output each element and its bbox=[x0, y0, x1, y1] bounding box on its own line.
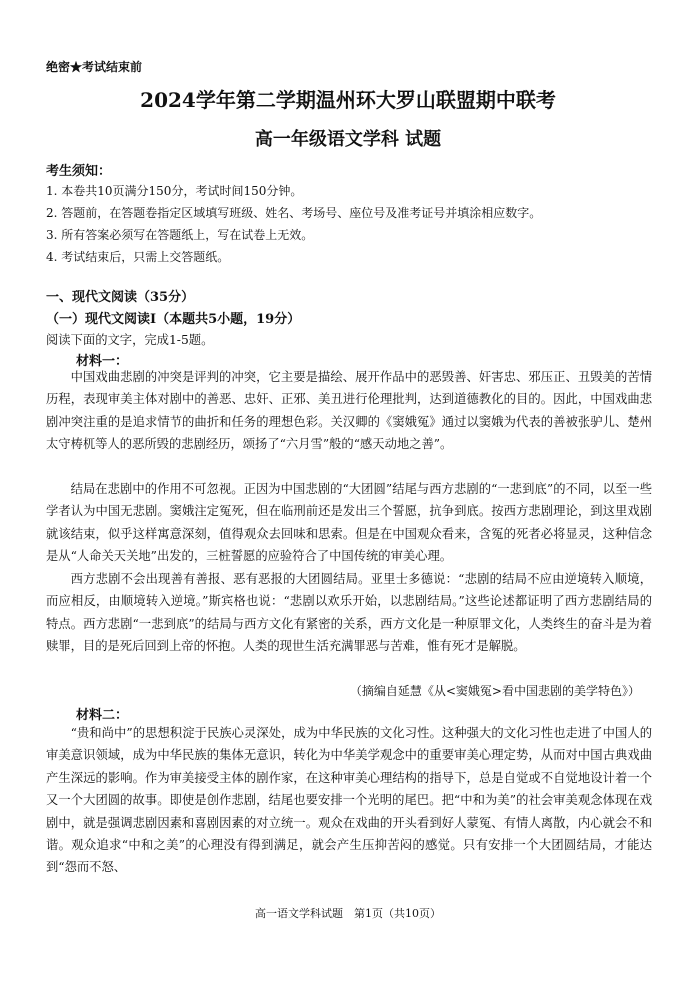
notice-item: 1. 本卷共10页满分150分，考试时间150分钟。 bbox=[46, 184, 303, 198]
material-source: （摘编自延慧《从<窦娥冤>看中国悲剧的美学特色》） bbox=[349, 684, 640, 698]
reading-instruction: 阅读下面的文字，完成1-5题。 bbox=[46, 333, 214, 347]
material-paragraph: 结局在悲剧中的作用不可忽视。正因为中国悲剧的“大团圆”结尾与西方悲剧的“一悲到底”的不同，以至一些学者认为中国无悲剧。窦娥注定冤死，但在临刑前还是发出三个誓愿，抗争到底。按西方悲剧理论，到这里戏剧就该结束，似乎这样寓意深刻，值得观众去回味和思索。但是在中国观众看来，含冤的死者必将显灵，这种信念是从“人命关天关地”出发的，三桩誓愿的应验符合了中国传统的审美心理。 bbox=[46, 482, 652, 564]
notice-item: 3. 所有答案必须写在答题纸上，写在试卷上无效。 bbox=[46, 228, 314, 242]
notice-item: 4. 考试结束后，只需上交答题纸。 bbox=[46, 250, 230, 264]
material-paragraph: “贵和尚中”的思想积淀于民族心灵深处，成为中华民族的文化习性。这种强大的文化习性也走进了中国人的审美意识领域，成为中华民族的集体无意识，转化为中华美学观念中的重要审美心理定势，从而对中国古典戏曲产生深远的影响。作为审美接受主体的剧作家，在这种审美心理结构的指导下，总是自觉或不自觉地设计着一个又一个大团圆的故事。即使是创作悲剧，结尾也要安排一个光明的尾巴。把“中和为美”的社会审美观念体现在戏剧中，就是强调悲剧因素和喜剧因素的对立统一。观众在戏曲的开头看到好人蒙冤、有情人离散，内心就会不和谐。观众追求“中和之美”的心理没有得到满足，就会产生压抑苦闷的感觉。只有安排一个大团圆结局，才能达到“怨而不怒、 bbox=[46, 726, 652, 875]
exam-subtitle: 高一年级语文学科 试题 bbox=[254, 129, 442, 150]
notice-title: 考生须知： bbox=[46, 164, 112, 179]
material-paragraph: 中国戏曲悲剧的冲突是评判的冲突，它主要是描绘、展开作品中的恶毁善、奸害忠、邪压正、丑毁美的苦情历程，表现审美主体对剧中的善恶、忠奸、正邪、美丑进行伦理批判，达到道德教化的目的。因此，中国戏曲悲剧冲突注重的是追求情节的曲折和任务的理想色彩。关汉卿的《窦娥冤》通过以窦娥为代表的善被张驴儿、楚州太守梼杌等人的恶所毁的悲剧经历，颂扬了“六月雪”般的“感天动地之善”。 bbox=[46, 370, 652, 452]
notice-item: 2. 答题前，在答题卷指定区域填写班级、姓名、考场号、座位号及准考证号并填涂相应数字。 bbox=[46, 206, 542, 220]
material-label: 材料二： bbox=[76, 708, 129, 723]
page-footer: 高一语文学科试题 第1页（共10页） bbox=[255, 907, 441, 920]
exam-title: 2024学年第二学期温州环大罗山联盟期中联考 bbox=[140, 88, 556, 112]
sub-section-heading: （一）现代文阅读Ⅰ（本题共5小题，19分） bbox=[46, 312, 301, 327]
material-paragraph: 西方悲剧不会出现善有善报、恶有恶报的大团圆结局。亚里士多德说：“悲剧的结局不应由逆境转入顺境，而应相反，由顺境转入逆境。”斯宾格也说：“悲剧以欢乐开始，以悲剧结局。”这些论述都证明了西方悲剧结局的特点。西方悲剧“一悲到底”的结局与西方文化有紧密的关系，西方文化是一种原罪文化，人类终生的奋斗是为着赎罪，目的是死后回到上帝的怀抱。人类的现世生活充满罪恶与苦难，惟有死才是解脱。 bbox=[46, 572, 652, 654]
secret-mark: 绝密★考试结束前 bbox=[46, 60, 143, 74]
section-heading: 一、现代文阅读（35分） bbox=[46, 290, 195, 305]
material-label: 材料一： bbox=[76, 354, 129, 369]
